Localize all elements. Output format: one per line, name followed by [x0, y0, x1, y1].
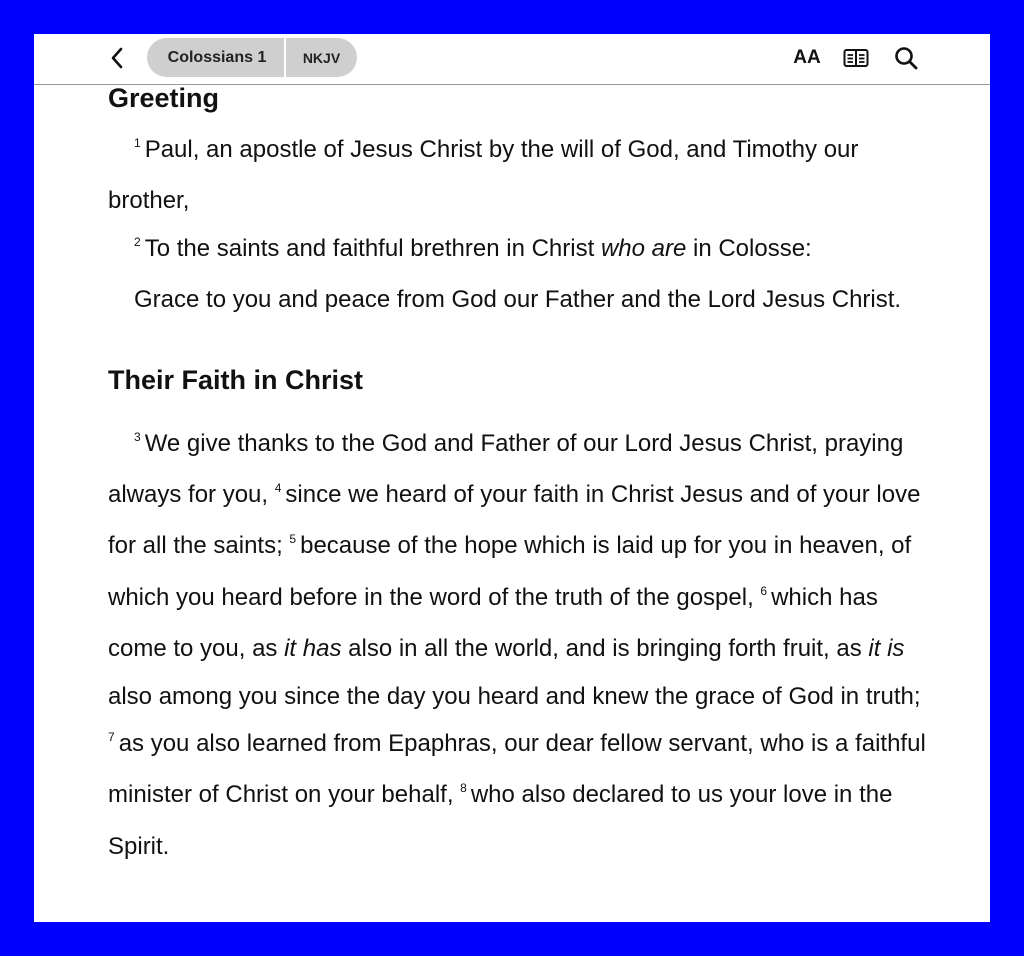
verse-number: 2: [134, 234, 141, 249]
bible-reader-window: [34, 34, 990, 922]
book-chapter-button[interactable]: Colossians 1: [167, 48, 267, 66]
verse-text: in Colosse:: [686, 234, 812, 262]
verse-text: also in all the world, and is bringing forth fruit, as: [341, 635, 869, 663]
verse-number: 6: [760, 583, 768, 598]
version-button[interactable]: NKJV: [302, 49, 341, 66]
verse-number: 8: [460, 781, 467, 796]
verse-text: as you also learned from Epaphras, our dear fellow servant, who is a faithful minister of Christ on your behalf,: [108, 730, 926, 809]
section-heading-faith: Their Faith in Christ: [108, 364, 364, 395]
verse-number: 1: [134, 136, 141, 150]
verse-number: 3: [134, 429, 141, 444]
verse-number: 4: [274, 481, 282, 496]
verse-text: since we heard of your faith in Christ Jesus and of your love for all the saints;: [108, 481, 921, 560]
verse-text: Paul, an apostle of Jesus Christ by the will of God, and Timothy our brother,: [108, 136, 859, 215]
font-size-icon: AA: [793, 47, 821, 68]
verse-paragraph: [108, 225, 928, 276]
verse-italic-text: it has: [284, 635, 342, 663]
verse-paragraph: [108, 126, 928, 225]
chevron-left-icon: [106, 44, 130, 72]
scripture-content: [108, 84, 928, 870]
top-toolbar: [34, 34, 990, 85]
reader-view-icon: [843, 48, 869, 68]
verse-text: who also declared to us your love in the Spirit.: [108, 781, 893, 860]
back-button[interactable]: [106, 44, 130, 72]
section-heading-greeting: Greeting: [108, 83, 220, 113]
search-icon: [894, 46, 918, 70]
verse-text: also among you since the day you heard and knew the grace of God in truth;: [108, 682, 921, 710]
verse-number: 7: [108, 730, 115, 745]
verse-text: We give thanks to the God and Father of our Lord Jesus Christ, praying always for you,: [108, 429, 904, 509]
verse-italic-text: it is: [868, 635, 905, 663]
verse-text: To the saints and faithful brethren in Christ: [144, 234, 601, 262]
search-button[interactable]: [892, 44, 920, 72]
verse-text: Grace to you and peace from God our Father and the Lord Jesus Christ.: [134, 286, 902, 314]
verse-number: 5: [289, 532, 297, 547]
verse-text: because of the hope which is laid up for you in heaven, of which you heard before in the word of the truth of the gospel,: [108, 532, 912, 611]
passage-selector: [147, 38, 357, 77]
font-settings-button[interactable]: [792, 44, 822, 72]
verse-italic-text: who are: [600, 234, 687, 262]
verse-text: which has come to you, as: [108, 583, 878, 663]
verse-paragraph: [108, 420, 928, 871]
verse-paragraph: [108, 276, 928, 323]
reader-view-button[interactable]: [842, 44, 870, 72]
